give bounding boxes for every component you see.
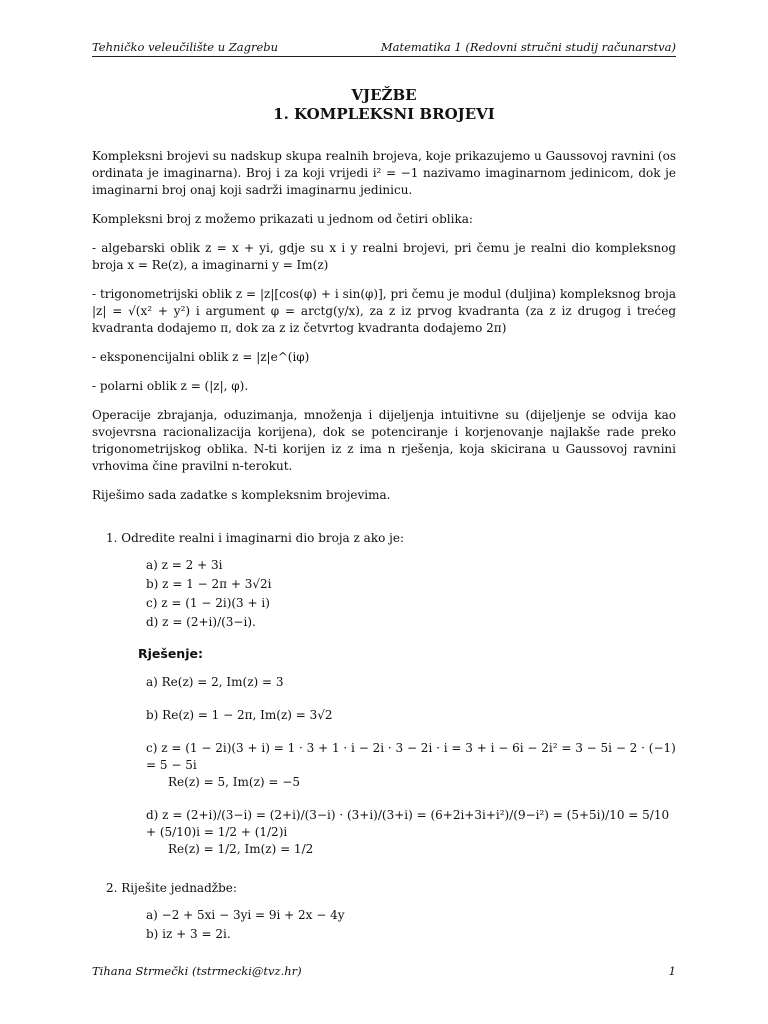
page-title	[0, 86, 768, 124]
running-header	[92, 40, 676, 57]
intro-paragraph-2: Kompleksni broj z možemo prikazati u jednom od četiri oblika:	[92, 212, 473, 226]
solution-c	[146, 740, 676, 791]
task-1-item: c) z = (1 − 2i)(3 + i)	[146, 596, 270, 610]
solution-a: a) Re(z) = 2, Im(z) = 3	[146, 675, 284, 689]
task-2-heading: 2. Riješite jednadžbe:	[106, 881, 237, 895]
form-exponential: - eksponencijalni oblik z = |z|e^(iφ)	[92, 350, 310, 364]
task-1-items	[146, 557, 676, 631]
header-institution: Tehničko veleučilište u Zagrebu	[92, 40, 279, 54]
task-1-item: b) z = 1 − 2π + 3√2i	[146, 577, 272, 591]
solution-d	[146, 807, 676, 858]
document-body	[92, 148, 676, 945]
task-list	[92, 530, 676, 943]
task-1-item: a) z = 2 + 3i	[146, 558, 223, 572]
solution-label: Rješenje:	[138, 646, 203, 661]
solution-c-line-1: c) z = (1 − 2i)(3 + i) = 1 · 3 + 1 · i − 2i · 3 − 2i · i = 3 + i − 6i − 2i² = 3 − 5i − 2 · (−1) = 5 − 5i	[146, 741, 676, 772]
form-algebraic: - algebarski oblik z = x + yi, gdje su x i y realni brojevi, pri čemu je realni dio kompleksnog broja x = Re(z), a imaginarni y = Im(z)	[92, 241, 676, 272]
header-course: Matematika 1 (Redovni stručni studij računarstva)	[380, 40, 676, 54]
task-1-heading: 1. Odredite realni i imaginarni dio broja z ako je:	[106, 531, 404, 545]
title-line-1: VJEŽBE	[351, 86, 417, 104]
solution-c-line-2: Re(z) = 5, Im(z) = −5	[168, 775, 300, 789]
task-2-items	[146, 907, 676, 943]
footer-author: Tihana Strmečki (tstrmecki@tvz.hr)	[92, 964, 302, 978]
operations-paragraph: Operacije zbrajanja, oduzimanja, množenja i dijeljenja intuitivne su (dijeljenje se odvija kao svojevrsna racionalizacija korijena), dok se potenciranje i korjenovanje najlakše rade preko trigonometrijskog oblika. N-ti korijen iz z ima n rješenja, koja skicirana u Gaussovoj ravnini vrhovima čine pravilni n-terokut.	[92, 408, 676, 473]
task-2-item: a) −2 + 5xi − 3yi = 9i + 2x − 4y	[146, 908, 345, 922]
task-1-item: d) z = (2+i)/(3−i).	[146, 615, 256, 629]
task-2-item: b) iz + 3 = 2i.	[146, 927, 231, 941]
form-polar: - polarni oblik z = (|z|, φ).	[92, 379, 249, 393]
solution-b: b) Re(z) = 1 − 2π, Im(z) = 3√2	[146, 708, 333, 722]
running-footer	[92, 964, 676, 978]
intro-paragraph-1: Kompleksni brojevi su nadskup skupa realnih brojeva, koje prikazujemo u Gaussovoj ravnini (os ordinata je imaginarna). Broj i za koji vrijedi i² = −1 nazivamo imaginarnom jedinicom, dok je imaginarni broj onaj koji sadrži imaginarnu jedinicu.	[92, 149, 676, 197]
page-number: 1	[668, 964, 676, 978]
solution-d-line-1: d) z = (2+i)/(3−i) = (2+i)/(3−i) · (3+i)/(3+i) = (6+2i+3i+i²)/(9−i²) = (5+5i)/10 = 5/10 + (5/10)i = 1/2 + (1/2)i	[146, 808, 670, 839]
task-1	[106, 530, 676, 858]
transition-paragraph: Riješimo sada zadatke s kompleksnim brojevima.	[92, 488, 391, 502]
solution-d-line-2: Re(z) = 1/2, Im(z) = 1/2	[168, 842, 314, 856]
title-line-2: 1. KOMPLEKSNI BROJEVI	[273, 105, 495, 123]
form-trigonometric: - trigonometrijski oblik z = |z|[cos(φ) + i sin(φ)], pri čemu je modul (duljina) kompleksnog broja |z| = √(x² + y²) i argument φ = arctg(y/x), za z iz prvog kvadranta (za z iz drugog i trećeg kvadranta dodajemo π, dok za z iz četvrtog kvadranta dodajemo 2π)	[92, 287, 676, 335]
task-2	[106, 880, 676, 943]
